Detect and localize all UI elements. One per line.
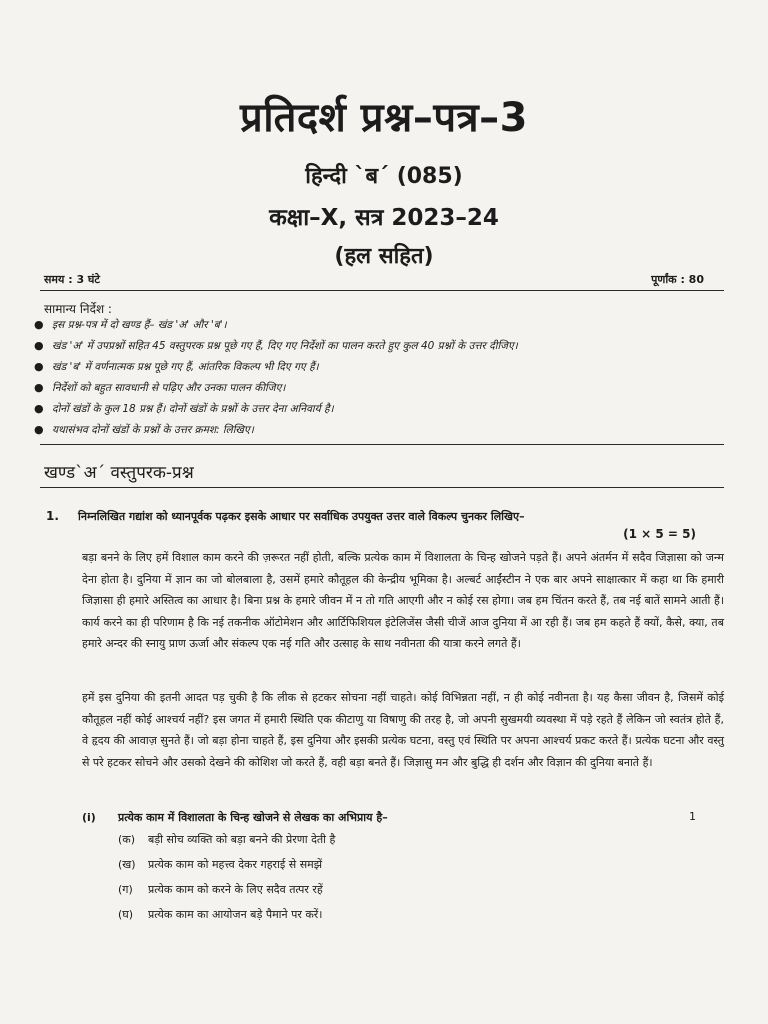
bullet-icon: ● bbox=[34, 381, 44, 394]
option-label: (ख) bbox=[118, 858, 136, 871]
sub-question-number: (i) bbox=[82, 811, 96, 824]
instruction-text: यथासंभव दोनों खंडों के प्रश्नों के उत्तर क्रमश: लिखिए। bbox=[52, 424, 254, 436]
divider bbox=[40, 444, 724, 445]
instruction-item bbox=[32, 360, 732, 381]
bullet-icon: ● bbox=[34, 318, 44, 331]
instruction-item bbox=[32, 402, 732, 423]
divider bbox=[40, 290, 724, 291]
bullet-icon: ● bbox=[34, 360, 44, 373]
paper-title: प्रतिदर्श प्रश्न–पत्र–3 bbox=[240, 95, 528, 141]
option-text: बड़ी सोच व्यक्ति को बड़ा बनने की प्रेरणा देती है bbox=[148, 833, 336, 846]
subject-line: हिन्दी `ब´ (085) bbox=[305, 164, 463, 189]
bullet-icon: ● bbox=[34, 423, 44, 436]
option-label: (ग) bbox=[118, 883, 133, 896]
instruction-item bbox=[32, 423, 732, 444]
class-session-line: कक्षा–X, सत्र 2023–24 bbox=[269, 205, 499, 231]
bullet-icon: ● bbox=[34, 402, 44, 415]
instruction-item bbox=[32, 318, 732, 339]
option-item bbox=[118, 907, 335, 932]
option-label: (घ) bbox=[118, 908, 134, 921]
question-marks: (1 × 5 = 5) bbox=[623, 527, 696, 541]
with-solution-line: (हल सहित) bbox=[334, 244, 434, 269]
passage-paragraph: बड़ा बनने के लिए हमें विशाल काम करने की ज़रूरत नहीं होती, बल्कि प्रत्येक काम में विशालता के चिन्ह खोजने पड़ते हैं। अपने अंतर्मन में सदैव जिज्ञासा को जन्म देना होता है। दुनिया में ज्ञान का जो बोलबाला है, उसमें हमारे कौतूहल की केन्द्रीय भूमिका है। अल्बर्ट आईंस्टीन ने एक बार अपने साक्षात्कार में कहा था कि हमारी जिज्ञासा ही हमारे अस्तित्व का आधार है। बिना प्रश्न के हमारे जीवन में न तो गति आएगी और न कोई रस होगा। जब हम चिंतन करते हैं, तब नई बातें सामने आती हैं। कार्य करने का ही परिणाम है कि नई तकनीक ऑटोमेशन और आर्टिफिशियल इंटेलिजेंस जैसी चीजें आज दुनिया में आ रही हैं। जब हम कहते हैं क्यों, कैसे, क्या, तब हमारे अन्दर की स्नायु प्राण ऊर्जा और संकल्प एक नई गति और उत्साह के साथ नवीनता की यात्रा करने लगते हैं। bbox=[82, 551, 724, 650]
option-text: प्रत्येक काम का आयोजन बड़े पैमाने पर करें। bbox=[148, 908, 323, 921]
passage-paragraph: हमें इस दुनिया की इतनी आदत पड़ चुकी है कि लीक से हटकर सोचना नहीं चाहते। कोई विभिन्नता नहीं, न ही कोई नवीनता है। यह कैसा जीवन है, जिसमें कोई कौतूहल नहीं कोई आश्चर्य नहीं? इस जगत में हमारी स्थिति एक कीटाणु या विषाणु की तरह है, जो अपनी सुखमयी व्यवस्था में पड़े रहते हैं लेकिन जो स्वतंत्र होते हैं, वे हृदय की आवाज़ सुनते हैं। जो बड़ा होना चाहते हैं, इस दुनिया और इसकी प्रत्येक घटना, वस्तु एवं स्थिति पर अपना आश्चर्य प्रकट करते हैं। प्रत्येक घटना और वस्तु से परे हटकर सोचने और उसको देखने की कोशिश जो करते हैं, वही बड़ा बनते हैं। जिज्ञासु मन और बुद्धि ही दर्शन और विज्ञान की दुनिया बनाते हैं। bbox=[82, 691, 724, 769]
divider bbox=[40, 487, 724, 488]
instruction-text: खंड 'ब' में वर्णनात्मक प्रश्न पूछे गए हैं, आंतरिक विकल्प भी दिए गए हैं। bbox=[52, 361, 319, 373]
option-item bbox=[118, 882, 335, 907]
sub-question-marks: 1 bbox=[689, 810, 696, 823]
instruction-text: निर्देशों को बहुत सावधानी से पढ़िए और उनका पालन कीजिए। bbox=[52, 382, 286, 394]
instruction-item bbox=[32, 381, 732, 402]
option-label: (क) bbox=[118, 833, 136, 846]
instruction-text: दोनों खंडों के कुल 18 प्रश्न हैं। दोनों खंडों के प्रश्नों के उत्तर देना अनिवार्य है। bbox=[52, 403, 334, 415]
option-item bbox=[118, 832, 335, 857]
sub-question bbox=[82, 810, 388, 825]
option-item bbox=[118, 857, 335, 882]
instruction-text: खंड 'अ' में उपप्रश्नों सहित 45 वस्तुपरक प्रश्न पूछे गए हैं, दिए गए निर्देशों का पालन करते हुए कुल 40 प्रश्नों के उत्तर दीजिए। bbox=[52, 340, 518, 352]
question-text: निम्नलिखित गद्यांश को ध्यानपूर्वक पढ़कर इसके आधार पर सर्वाधिक उपयुक्त उत्तर वाले विकल्प चुनकर लिखिए– bbox=[78, 510, 525, 523]
question-number: 1. bbox=[46, 509, 59, 523]
instruction-text: इस प्रश्न-पत्र में दो खण्ड हैं– खंड 'अ' और 'ब'। bbox=[52, 319, 227, 331]
options-list bbox=[118, 832, 335, 932]
option-text: प्रत्येक काम को महत्त्व देकर गहराई से समझें bbox=[148, 858, 323, 871]
section-heading: खण्ड`अ´ वस्तुपरक-प्रश्न bbox=[44, 463, 194, 483]
instructions-list bbox=[32, 318, 732, 444]
max-marks-label: पूर्णांक : 80 bbox=[651, 273, 704, 286]
instruction-item bbox=[32, 339, 732, 360]
instructions-heading: सामान्य निर्देश : bbox=[44, 302, 112, 316]
bullet-icon: ● bbox=[34, 339, 44, 352]
time-label: समय : 3 घंटे bbox=[44, 273, 100, 286]
sub-question-text: प्रत्येक काम में विशालता के चिन्ह खोजने से लेखक का अभिप्राय है– bbox=[118, 811, 388, 824]
option-text: प्रत्येक काम को करने के लिए सदैव तत्पर रहें bbox=[148, 883, 323, 896]
